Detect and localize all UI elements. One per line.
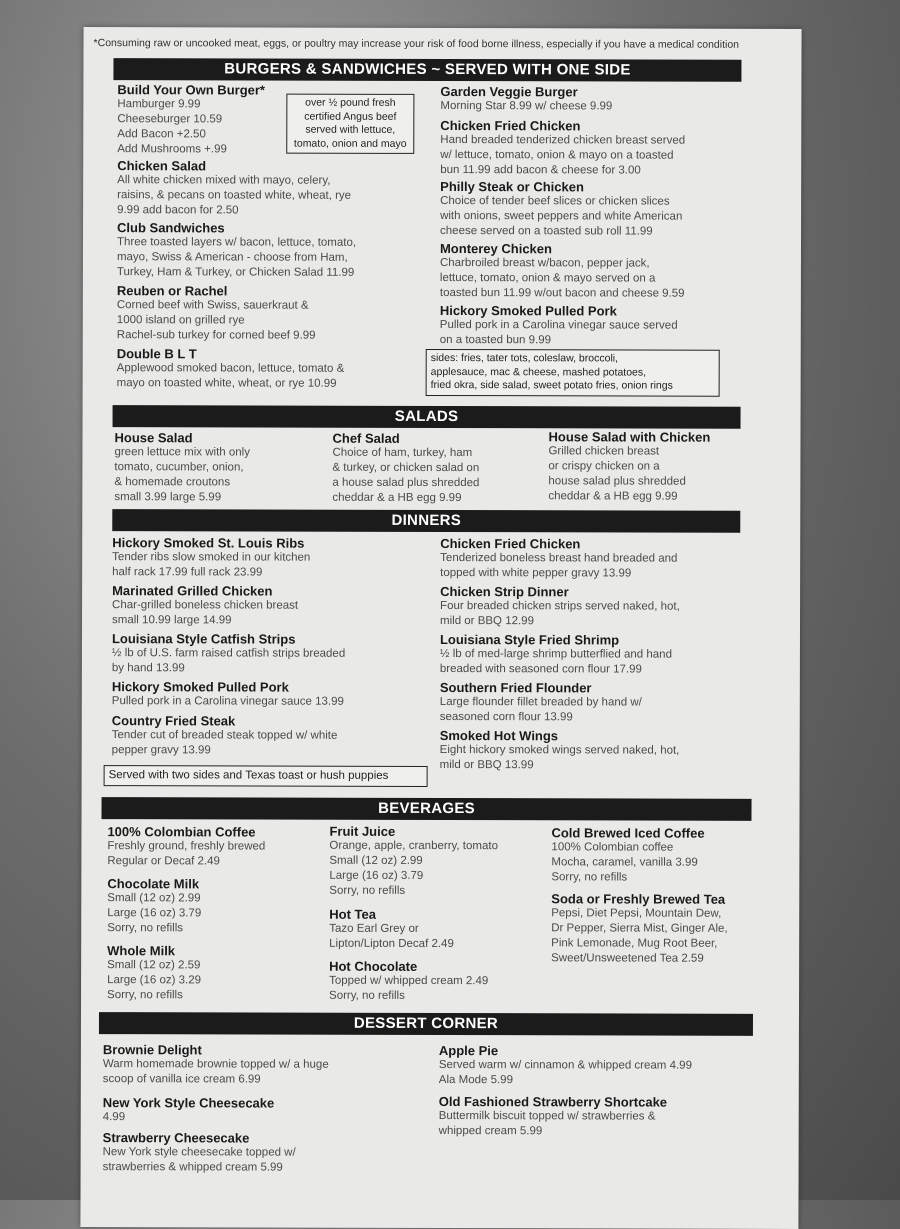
item-name: Garden Veggie Burger: [440, 83, 578, 100]
item-line: a house salad plus shredded: [332, 476, 480, 490]
item-name: Louisiana Style Catfish Strips: [111, 631, 296, 647]
menu-item: [440, 680, 642, 726]
item-line: Orange, apple, cranberry, tomato: [329, 839, 498, 853]
item-name: Cold Brewed Iced Coffee: [551, 825, 705, 841]
item-line: half rack 17.99 full rack 23.99: [112, 566, 263, 579]
served-with-note: Served with two sides and Texas toast or hush puppies: [104, 765, 428, 787]
menu-item: [107, 824, 265, 869]
item-name: Southern Fried Flounder: [439, 679, 592, 696]
item-line: Charbroiled breast w/bacon, pepper jack,: [439, 256, 650, 270]
item-name: Club Sandwiches: [117, 220, 225, 236]
item-line: 100% Colombian coffee: [551, 841, 674, 854]
item-line: Applewood smoked bacon, lettuce, tomato &: [116, 362, 345, 375]
item-name: Fruit Juice: [329, 823, 396, 839]
item-line: pepper gravy 13.99: [111, 744, 211, 757]
item-line: Choice of tender beef slices or chicken slices: [440, 194, 670, 208]
item-name: 100% Colombian Coffee: [107, 824, 256, 840]
section-header-beverages: BEVERAGES: [101, 797, 751, 821]
menu-item: [103, 1042, 329, 1088]
menu-item: [440, 536, 677, 582]
item-name: Build Your Own Burger*: [117, 82, 266, 98]
item-line: Sorry, no refills: [329, 884, 406, 897]
item-line: Sorry, no refills: [551, 871, 628, 884]
burger-note-line: over ½ pound fresh: [305, 96, 396, 109]
item-line: Mocha, caramel, vanilla 3.99: [551, 856, 698, 869]
menu-item: [117, 220, 356, 281]
item-line: mayo, Swiss & American - choose from Ham,: [116, 251, 348, 264]
menu-item: [440, 118, 685, 179]
burger-note-line: certified Angus beef: [304, 110, 397, 123]
item-name: Marinated Grilled Chicken: [112, 583, 273, 599]
section-header-burgers: BURGERS & SANDWICHES ~ SERVED WITH ONE SIDE: [113, 58, 741, 82]
item-line: mild or BBQ 13.99: [439, 758, 534, 772]
menu-item: [329, 907, 454, 952]
menu-item: [112, 583, 298, 628]
item-line: or crispy chicken on a: [548, 460, 660, 473]
item-line: Ala Mode 5.99: [438, 1073, 514, 1087]
item-line: raisins, & pecans on toasted white, wheat, rye: [117, 189, 352, 202]
item-line: by hand 13.99: [111, 662, 185, 675]
menu-item: [440, 303, 678, 349]
item-line: lettuce, tomato, onion & mayo served on a: [439, 271, 656, 285]
item-name: Monterey Chicken: [439, 240, 552, 257]
item-line: toasted bun 11.99 w/out bacon and cheese 9.59: [439, 286, 685, 300]
item-line: Lipton/Lipton Decaf 2.49: [329, 937, 454, 951]
item-line: w/ lettuce, tomato, onion & mayo on a toasted: [440, 148, 674, 162]
item-line: Tenderized boneless breast hand breaded and: [440, 551, 678, 565]
item-line: cheddar & a HB egg 9.99: [332, 491, 462, 505]
menu-item: [440, 728, 680, 774]
menu-item: [117, 346, 345, 392]
item-line: Hand breaded tenderized chicken breast served: [440, 133, 686, 147]
item-line: Large flounder fillet breaded by hand w/: [439, 695, 642, 709]
item-name: House Salad with Chicken: [548, 429, 711, 445]
menu-item: [551, 825, 704, 885]
menu-item: [112, 713, 338, 759]
item-line: Large (16 oz) 3.29: [107, 974, 202, 987]
item-name: Soda or Freshly Brewed Tea: [551, 891, 726, 907]
item-line: breaded with seasoned corn flour 17.99: [439, 662, 642, 676]
item-name: Double B L T: [116, 346, 197, 362]
item-line: Pink Lemonade, Mug Root Beer,: [551, 937, 718, 950]
menu-item: [103, 1130, 296, 1176]
item-line: cheddar & a HB egg 9.99: [548, 490, 678, 503]
item-line: small 10.99 large 14.99: [112, 614, 232, 627]
item-line: green lettuce mix with only: [114, 446, 250, 459]
item-name: Chicken Salad: [117, 158, 207, 174]
item-line: New York style cheesecake topped w/: [102, 1146, 296, 1159]
item-line: ½ lb of U.S. farm raised catfish strips breaded: [111, 647, 346, 660]
item-line: whipped cream 5.99: [438, 1124, 543, 1138]
menu-item: [440, 179, 682, 240]
item-name: Chicken Fried Chicken: [440, 535, 581, 552]
item-name: Hickory Smoked Pulled Pork: [111, 679, 289, 695]
section-header-dinners: DINNERS: [112, 509, 740, 533]
item-line: Rachel-sub turkey for corned beef 9.99: [116, 329, 316, 342]
item-line: scoop of vanilla ice cream 6.99: [102, 1073, 261, 1086]
item-line: Sorry, no refills: [107, 922, 184, 935]
burger-note-box: [286, 94, 414, 154]
item-line: Tender ribs slow smoked in our kitchen: [112, 551, 311, 564]
item-name: Apple Pie: [438, 1042, 499, 1059]
menu-item: [329, 824, 498, 899]
menu-sheet: [80, 27, 801, 1229]
item-line: 9.99 add bacon for 2.50: [117, 204, 239, 217]
item-name: Old Fashioned Strawberry Shortcake: [438, 1093, 668, 1110]
item-line: on a toasted bun 9.99: [439, 333, 552, 347]
menu-item: [114, 430, 250, 505]
menu-item: [551, 891, 728, 966]
section-header-dessert: DESSERT CORNER: [99, 1012, 753, 1036]
menu-item: [439, 1094, 667, 1140]
menu-item: [117, 283, 316, 344]
food-safety-notice: *Consuming raw or uncooked meat, eggs, or poultry may increase your risk of food borne illness, especially if you have a medical condition: [93, 37, 740, 51]
item-line: Buttermilk biscuit topped w/ strawberries &: [438, 1109, 656, 1123]
item-line: Pulled pork in a Carolina vinegar sauce 13.99: [111, 695, 344, 708]
item-name: Hickory Smoked Pulled Pork: [439, 302, 617, 319]
item-name: Reuben or Rachel: [116, 283, 228, 299]
menu-item: [107, 943, 201, 1003]
item-line: Corned beef with Swiss, sauerkraut &: [116, 299, 309, 312]
item-line: Add Mushrooms +.99: [117, 143, 227, 156]
item-line: tomato, cucumber, onion,: [114, 461, 244, 474]
item-name: Chef Salad: [332, 430, 400, 446]
sides-line: fried okra, side salad, sweet potato fries, onion rings: [430, 378, 673, 392]
item-name: Louisiana Style Fried Shrimp: [439, 631, 620, 648]
item-line: 4.99: [102, 1111, 126, 1124]
item-line: Regular or Decaf 2.49: [107, 855, 220, 868]
item-line: Pepsi, Diet Pepsi, Mountain Dew,: [551, 907, 722, 920]
menu-item: [329, 959, 488, 1004]
sides-line: sides: fries, tater tots, coleslaw, broccoli,: [430, 351, 619, 365]
item-line: & homemade croutons: [114, 476, 231, 489]
item-name: Strawberry Cheesecake: [102, 1130, 250, 1146]
item-name: House Salad: [114, 430, 193, 446]
item-line: topped with white pepper gravy 13.99: [440, 566, 632, 580]
item-line: Dr Pepper, Sierra Mist, Ginger Ale,: [551, 922, 728, 935]
item-line: Eight hickory smoked wings served naked, hot,: [439, 743, 680, 757]
menu-item: [548, 429, 710, 504]
item-line: Sorry, no refills: [329, 989, 405, 1002]
item-line: Warm homemade brownie topped w/ a huge: [102, 1058, 329, 1071]
item-name: Chicken Strip Dinner: [440, 583, 569, 600]
item-name: Smoked Hot Wings: [439, 727, 559, 744]
item-line: Small (12 oz) 2.99: [329, 854, 423, 867]
menu-item: [440, 241, 685, 302]
item-line: Large (16 oz) 3.79: [329, 869, 424, 882]
item-line: Hamburger 9.99: [117, 98, 201, 111]
section-header-salads: SALADS: [113, 405, 741, 429]
item-line: Three toasted layers w/ bacon, lettuce, tomato,: [116, 236, 357, 249]
menu-item: [103, 1095, 275, 1125]
item-line: Tender cut of breaded steak topped w/ white: [111, 729, 338, 742]
item-line: Tazo Earl Grey or: [329, 922, 419, 935]
item-line: Pulled pork in a Carolina vinegar sauce served: [439, 318, 678, 332]
item-line: small 3.99 large 5.99: [114, 491, 222, 504]
menu-item: [117, 158, 351, 219]
item-name: Hot Tea: [329, 906, 376, 922]
item-name: Hot Chocolate: [329, 958, 418, 974]
item-line: mayo on toasted white, wheat, or rye 10.99: [116, 377, 337, 390]
menu-item: [332, 431, 479, 506]
item-name: Chicken Fried Chicken: [440, 117, 581, 134]
menu-item: [440, 84, 612, 114]
sides-line: applesauce, mac & cheese, mashed potatoes,: [430, 365, 647, 379]
item-line: Four breaded chicken strips served naked, hot,: [440, 599, 680, 613]
item-line: Topped w/ whipped cream 2.49: [329, 974, 489, 988]
item-line: Sorry, no refills: [107, 989, 183, 1002]
item-line: Choice of ham, turkey, ham: [332, 446, 473, 460]
item-line: with onions, sweet peppers and white American: [440, 209, 683, 223]
item-name: New York Style Cheesecake: [102, 1095, 275, 1111]
item-line: Char-grilled boneless chicken breast: [112, 599, 299, 612]
item-name: Country Fried Steak: [111, 713, 236, 729]
burger-note-line: served with lettuce,: [305, 123, 396, 136]
sides-box: [426, 349, 720, 396]
item-name: Brownie Delight: [102, 1042, 202, 1058]
menu-item: [107, 876, 201, 936]
item-line: ½ lb of med-large shrimp butterflied and hand: [439, 647, 673, 661]
item-line: strawberries & whipped cream 5.99: [102, 1161, 283, 1174]
item-name: Chocolate Milk: [107, 876, 200, 892]
item-line: Sweet/Unsweetened Tea 2.59: [551, 952, 704, 965]
item-name: Hickory Smoked St. Louis Ribs: [112, 535, 305, 551]
item-line: Served warm w/ cinnamon & whipped cream 4.99: [438, 1058, 692, 1072]
item-line: seasoned corn flour 13.99: [439, 710, 573, 724]
item-line: bun 11.99 add bacon & cheese for 3.00: [440, 163, 641, 177]
item-line: & turkey, or chicken salad on: [332, 461, 480, 475]
item-line: Cheeseburger 10.59: [117, 113, 223, 126]
item-line: Large (16 oz) 3.79: [107, 907, 202, 920]
item-line: cheese served on a toasted sub roll 11.99: [440, 224, 653, 238]
menu-item: [117, 82, 265, 157]
burger-note-line: tomato, onion and mayo: [293, 137, 407, 150]
menu-item: [439, 1043, 692, 1089]
item-line: Freshly ground, freshly brewed: [107, 840, 266, 853]
item-line: Small (12 oz) 2.99: [107, 892, 201, 905]
menu-item: [112, 535, 310, 581]
item-name: Philly Steak or Chicken: [440, 178, 584, 195]
menu-item: [440, 632, 672, 678]
item-name: Whole Milk: [107, 943, 176, 959]
item-line: 1000 island on grilled rye: [116, 314, 245, 327]
item-line: Add Bacon +2.50: [117, 128, 206, 141]
item-line: Grilled chicken breast: [548, 445, 660, 458]
menu-item: [112, 631, 345, 677]
menu-item: [440, 584, 680, 630]
item-line: All white chicken mixed with mayo, celery,: [117, 174, 331, 187]
item-line: Small (12 oz) 2.59: [107, 959, 201, 972]
item-line: house salad plus shredded: [548, 475, 686, 488]
item-line: Turkey, Ham & Turkey, or Chicken Salad 11.99: [116, 266, 355, 279]
item-line: mild or BBQ 12.99: [440, 614, 535, 628]
item-line: Morning Star 8.99 w/ cheese 9.99: [440, 99, 613, 113]
menu-item: [112, 679, 344, 710]
